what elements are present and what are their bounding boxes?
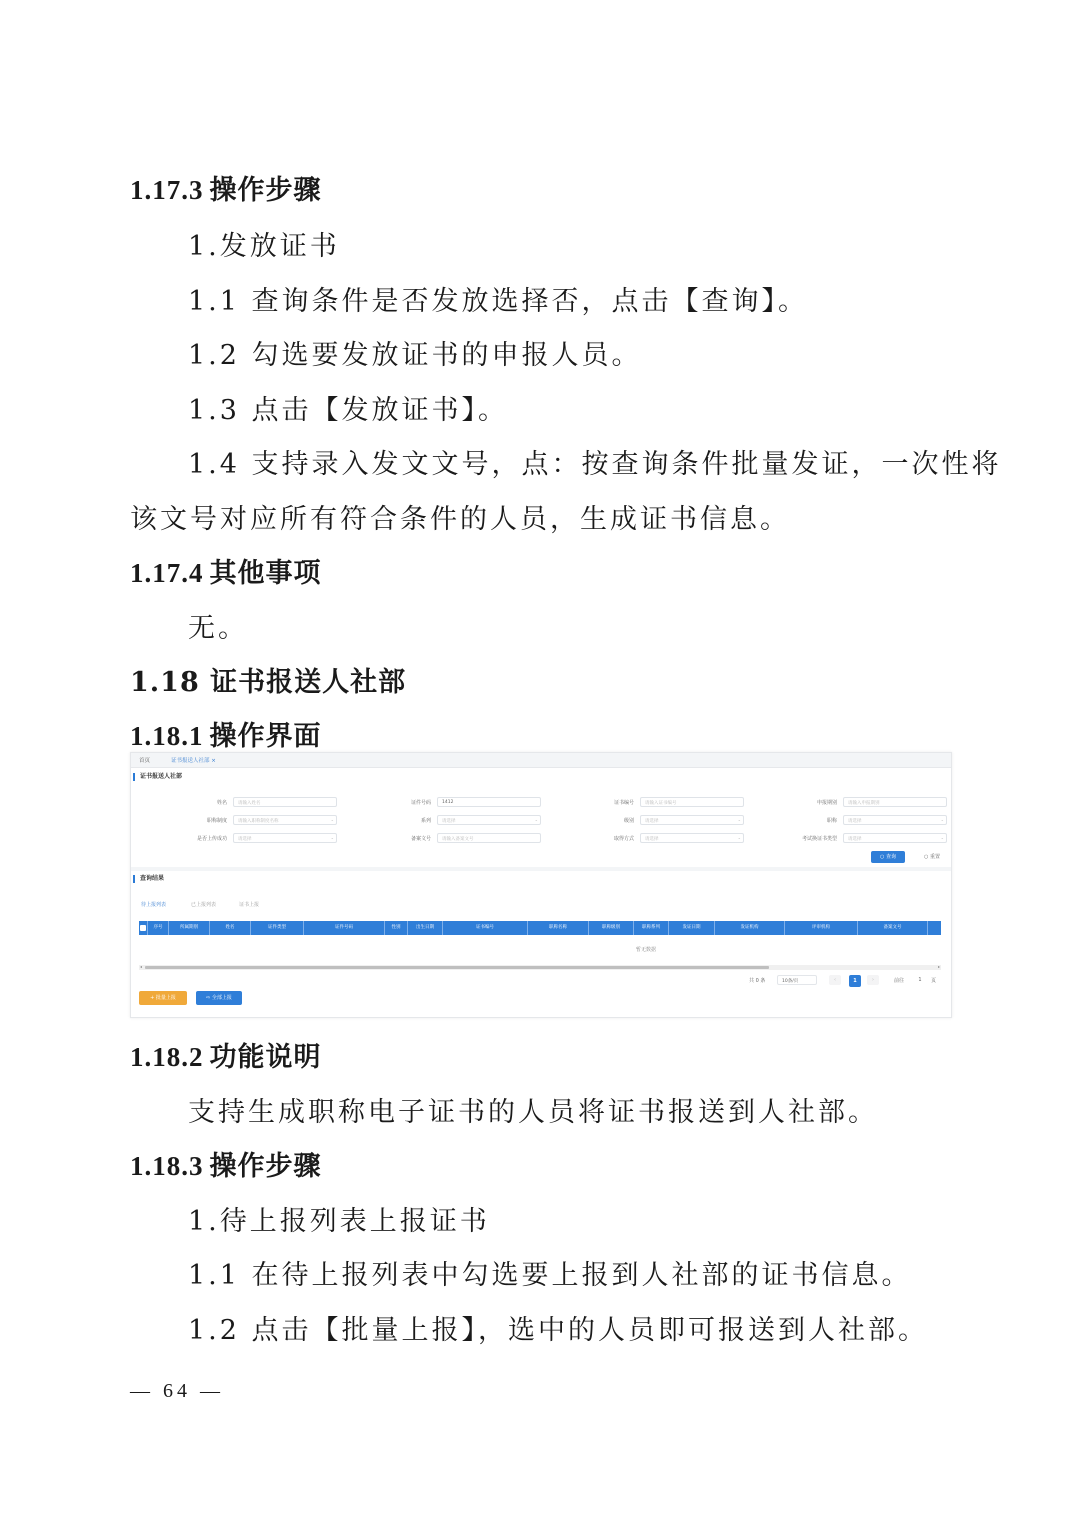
text-input[interactable]: 请输入备案文号 (437, 833, 541, 843)
select-all-checkbox[interactable] (139, 921, 148, 935)
text-input[interactable]: 1412 (437, 797, 541, 807)
heading-number: 1.17.4 (130, 558, 204, 588)
tab-home[interactable]: 首页 (139, 758, 151, 764)
paragraph: 1.1 在待上报列表中勾选要上报到人社部的证书信息。 (188, 1260, 912, 1291)
query-button[interactable]: ○ 查询 (871, 851, 905, 863)
heading-text: 操作步骤 (209, 1151, 322, 1182)
next-page-button[interactable]: › (867, 975, 879, 985)
select-field[interactable]: 请选择 (843, 815, 947, 825)
tab-0[interactable]: 待上报列表 (141, 902, 167, 908)
heading-text: 操作步骤 (209, 175, 322, 206)
text-input[interactable]: 请输入姓名 (233, 797, 337, 807)
paragraph: 1.待上报列表上报证书 (188, 1206, 490, 1237)
chevron-down-icon: ⌄ (534, 817, 538, 822)
column-header: 所属期别 (169, 921, 210, 935)
column-header: 发证机构 (715, 921, 785, 935)
paragraph: 1.3 点击【发放证书】。 (188, 395, 509, 426)
section-heading (130, 714, 322, 753)
goto-label: 前往 (894, 978, 905, 984)
current-page[interactable]: 1 (849, 975, 861, 987)
tab-cert-report[interactable]: 证书报送人社部 × (171, 758, 216, 764)
paragraph: 该文号对应所有符合条件的人员，生成证书信息。 (130, 504, 790, 535)
form-field (816, 797, 947, 807)
prev-page-button[interactable]: ‹ (829, 975, 841, 985)
section-heading (130, 1035, 322, 1074)
column-header: 证书编号 (443, 921, 528, 935)
scroll-left-arrow-icon[interactable]: ◂ (140, 964, 143, 969)
paragraph: 1.1 查询条件是否发放选择否，点击【查询】。 (188, 286, 809, 317)
embedded-ui-screenshot (130, 752, 952, 1018)
column-header: 职称级别 (589, 921, 634, 935)
select-field[interactable]: 请选择 (640, 815, 744, 825)
scrollbar-thumb[interactable] (145, 966, 769, 969)
page-size-select[interactable]: 10条/页 (777, 975, 817, 985)
tab-1[interactable]: 已上报列表 (191, 902, 217, 908)
heading-number: 1.18.1 (130, 721, 204, 751)
form-field (801, 833, 947, 843)
field-label: 证件号码 (410, 800, 431, 806)
heading-text: 操作界面 (209, 721, 322, 752)
table-header (139, 921, 941, 935)
horizontal-scrollbar[interactable] (139, 965, 941, 970)
goto-unit: 页 (931, 978, 937, 984)
column-header: 序号 (148, 921, 169, 935)
paragraph: 1.发放证书 (188, 231, 340, 262)
scroll-right-arrow-icon[interactable]: ▸ (937, 964, 940, 969)
section-title: 证书报送人社部 (133, 773, 182, 781)
form-field (420, 815, 541, 825)
text-input[interactable]: 请输入证书编号 (640, 797, 744, 807)
field-label: 证书编号 (613, 800, 634, 806)
tab-2[interactable]: 证书上报 (239, 902, 260, 908)
field-label: 姓名 (216, 800, 227, 806)
column-header: 证件类型 (251, 921, 304, 935)
paragraph: 无。 (188, 613, 248, 644)
field-label: 考试换证书类型 (801, 836, 837, 842)
heading-number: 1.18.3 (130, 1151, 204, 1181)
page-number: — 64 — (130, 1380, 224, 1402)
chevron-down-icon: ⌄ (330, 817, 334, 822)
heading-text: 其他事项 (209, 558, 322, 589)
chevron-down-icon: ⌄ (737, 817, 741, 822)
total-count: 共 0 条 (749, 978, 766, 984)
section-heading (130, 551, 322, 590)
reset-button[interactable]: ○ 重置 (924, 854, 940, 860)
paragraph: 1.2 勾选要发放证书的申报人员。 (188, 340, 642, 371)
paragraph: 1.2 点击【批量上报】，选中的人员即可报送到人社部。 (188, 1315, 929, 1346)
field-label: 备案文号 (410, 836, 431, 842)
field-label: 是否上传成功 (196, 836, 227, 842)
column-header: 出生日期 (408, 921, 443, 935)
field-label: 系列 (420, 818, 431, 824)
field-label: 级别 (623, 818, 634, 824)
form-field (623, 815, 744, 825)
heading-number: 1.18.2 (130, 1042, 204, 1072)
field-label: 职称制度 (206, 818, 227, 824)
paragraph: 支持生成职称电子证书的人员将证书报送到人社部。 (188, 1097, 878, 1128)
field-label: 申报期别 (816, 800, 837, 806)
select-field[interactable]: 请选择 (233, 833, 337, 843)
divider (131, 867, 951, 871)
column-header: 姓名 (210, 921, 251, 935)
report-all-button[interactable]: ⇨ 全部上报 (196, 991, 242, 1005)
select-field[interactable]: 请输入职称制度名称 (233, 815, 337, 825)
text-input[interactable]: 请输入申报期别 (843, 797, 947, 807)
form-field (613, 797, 744, 807)
empty-text: 暂无数据 (636, 947, 657, 953)
chevron-down-icon: ⌄ (940, 817, 944, 822)
field-label: 职称 (826, 818, 837, 824)
field-label: 取得方式 (613, 836, 634, 842)
chapter-heading: 1.18 证书报送人社部 (130, 667, 407, 698)
form-field (216, 797, 337, 807)
form-field (826, 815, 947, 825)
heading-text: 功能说明 (209, 1042, 322, 1073)
form-field (410, 797, 541, 807)
section-heading (130, 1144, 322, 1183)
select-field[interactable]: 请选择 (640, 833, 744, 843)
form-field (206, 815, 337, 825)
select-field[interactable]: 请选择 (843, 833, 947, 843)
column-header: 发证日期 (669, 921, 715, 935)
top-tab-bar (131, 753, 951, 768)
chevron-down-icon: ⌄ (737, 835, 741, 840)
heading-number: 1.17.3 (130, 175, 204, 205)
column-header: 性别 (385, 921, 408, 935)
form-field (410, 833, 541, 843)
column-header: 评审机构 (785, 921, 858, 935)
column-header: 职称系列 (634, 921, 669, 935)
paragraph: 1.4 支持录入发文文号，点：按查询条件批量发证，一次性将 (188, 449, 1002, 480)
batch-report-button[interactable]: + 批量上报 (139, 991, 187, 1005)
form-field (613, 833, 744, 843)
result-title: 查询结果 (133, 875, 164, 883)
select-field[interactable]: 请选择 (437, 815, 541, 825)
form-field (196, 833, 337, 843)
column-header: 证件号码 (304, 921, 385, 935)
column-header: 备案文号 (858, 921, 928, 935)
section-heading (130, 168, 322, 207)
chevron-down-icon: ⌄ (330, 835, 334, 840)
column-header: 职称名称 (528, 921, 589, 935)
goto-page-input[interactable]: 1 (918, 977, 922, 983)
chevron-down-icon: ⌄ (940, 835, 944, 840)
